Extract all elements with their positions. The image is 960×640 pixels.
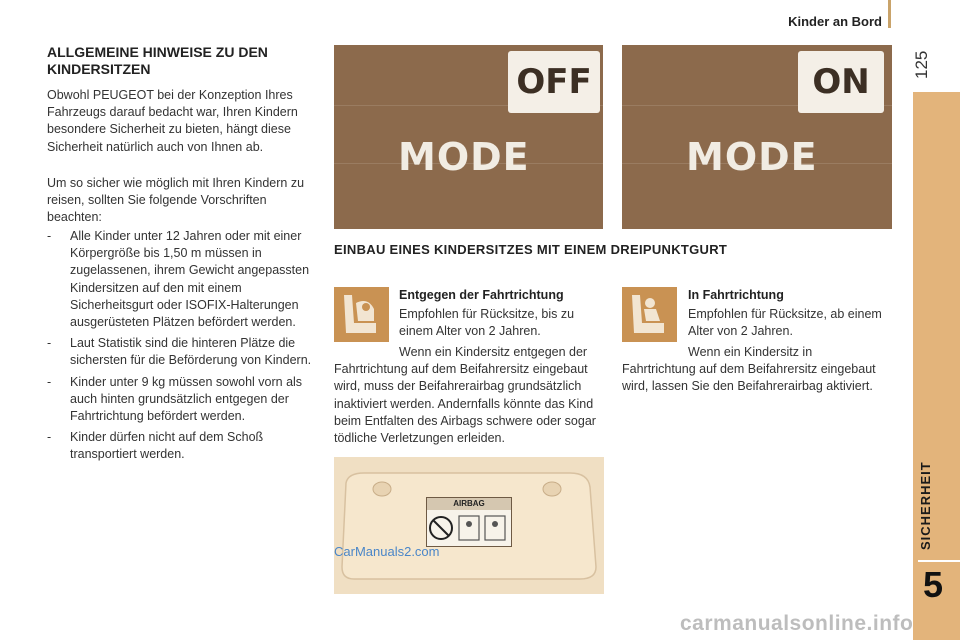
three-point-belt-heading: EINBAU EINES KINDERSITZES MIT EINEM DREIPUNKTGURT xyxy=(334,242,728,257)
rear-facing-seat-icon xyxy=(334,287,389,342)
sun-visor-photo xyxy=(334,457,604,594)
chapter-divider xyxy=(918,560,960,562)
intro-paragraph: Obwohl PEUGEOT bei der Konzeption Ihres Fahrzeugs darauf bedacht war, Ihren Kindern besondere Sicherheit zu bieten, hängt diese Sicherheit natürlich auch von Ihnen ab. xyxy=(47,88,298,154)
rear-facing-title: Entgegen der Fahrtrichtung xyxy=(399,288,564,302)
airbag-on-photo xyxy=(622,45,892,229)
forward-facing-note: Wenn ein Kindersitz in Fahrtrichtung auf dem Beifahrersitz eingebaut wird, lassen Sie den Beifahrerairbag aktiviert. xyxy=(622,345,876,394)
on-sign: ON xyxy=(798,51,884,113)
airbag-warning-label xyxy=(426,497,512,547)
rules-list xyxy=(47,228,315,468)
forward-facing-intro: Empfohlen für Rücksitze, ab einem Alter von 2 Jahren. xyxy=(688,307,882,339)
list-item: - Kinder unter 9 kg müssen sowohl vorn als auch hinten grundsätzlich entgegen der Fahrtrichtung befördert werden. xyxy=(47,374,303,424)
rear-facing-intro: Empfohlen für Rücksitze, bis zu einem Alter von 2 Jahren. xyxy=(399,307,575,339)
forward-facing-seat-icon xyxy=(622,287,677,342)
forward-facing-title: In Fahrtrichtung xyxy=(688,288,784,302)
bullet-dash: - xyxy=(47,374,52,389)
general-notes-heading: ALLGEMEINE HINWEISE ZU DEN KINDERSITZEN xyxy=(47,44,268,77)
mode-label-off: MODE xyxy=(398,135,530,179)
list-item: - Alle Kinder unter 12 Jahren oder mit einer Körpergröße bis 1,50 m müssen in zugelassenen, ihrem Gewicht angepassten Kindersitzen auf den mit einem Sicherheitsgurt oder ISOFIX-Halterungen ausgerüsteten Plätzen befördert werden. xyxy=(47,229,310,330)
chapter-label: SICHERHEIT xyxy=(918,461,933,551)
page-number: 125 xyxy=(912,50,931,80)
list-item: - Laut Statistik sind die hinteren Plätze die sichersten für die Beförderung von Kindern. xyxy=(47,336,312,368)
watermark-large: carmanualsonline.info xyxy=(680,612,914,635)
bullet-dash: - xyxy=(47,336,52,351)
page-header-title: Kinder an Bord xyxy=(788,14,882,29)
bullet-dash: - xyxy=(47,430,52,445)
chapter-number: 5 xyxy=(922,564,944,605)
airbag-label-text: AIRBAG xyxy=(427,498,511,510)
rear-facing-warning: Wenn ein Kindersitz entgegen der Fahrtrichtung auf dem Beifahrersitz eingebaut wird, muss der Beifahrerairbag grundsätzlich inaktiviert werden. Andernfalls könnte das Kind beim Entfalten des Airbags schwere oder sogar tödliche Verletzungen erleiden. xyxy=(334,345,596,446)
watermark-small: CarManuals2.com xyxy=(334,544,440,559)
airbag-off-photo xyxy=(334,45,603,229)
bullet-dash: - xyxy=(47,229,52,243)
list-item: - Kinder dürfen nicht auf dem Schoß transportiert werden. xyxy=(47,430,264,462)
chapter-side-tab xyxy=(913,92,960,640)
rules-paragraph: Um so sicher wie möglich mit Ihren Kindern zu reisen, sollten Sie folgende Vorschriften beachten: xyxy=(47,176,305,225)
header-divider xyxy=(888,0,891,28)
mode-label-on: MODE xyxy=(686,135,818,179)
off-sign: OFF xyxy=(508,51,600,113)
